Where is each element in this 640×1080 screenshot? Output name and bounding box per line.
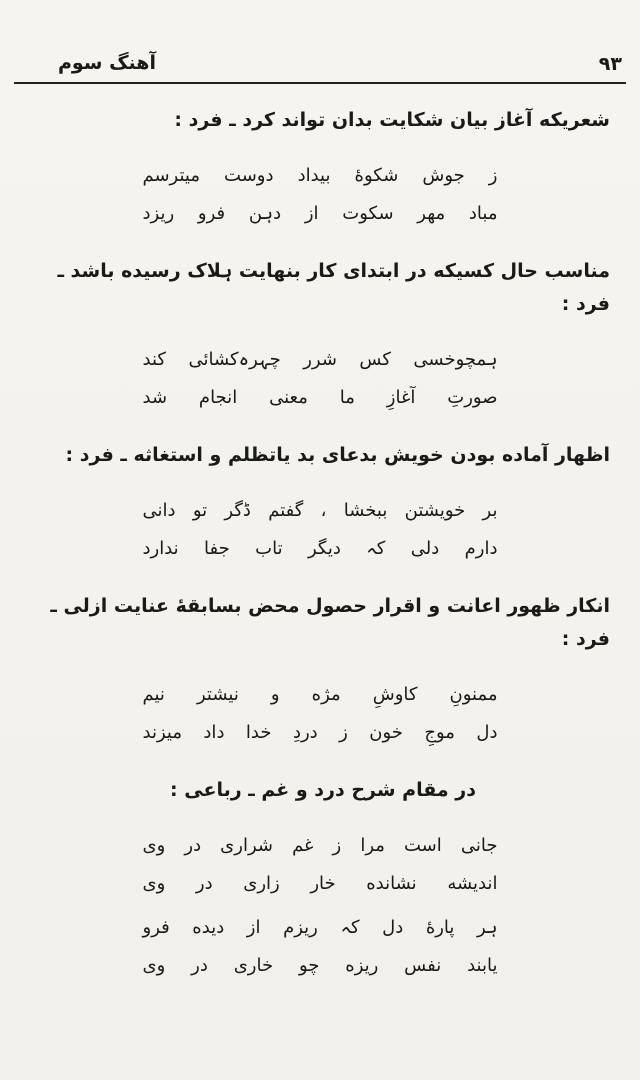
verse-block: [18, 492, 622, 568]
section-3: [18, 439, 622, 568]
verse-block: [18, 341, 622, 417]
page-header: [14, 38, 626, 86]
verse-line: ممنونِ کاوشِ مژه و نیشتر نیم: [142, 684, 498, 705]
verse-line: ز جوش شکوهٔ بیداد دوست میترسم: [142, 165, 498, 186]
verse-line: مباد مهر سکوت از دہن فرو ریزد: [142, 203, 498, 224]
section-2: [18, 255, 622, 417]
verse-block: [18, 157, 622, 233]
verse-block: [18, 676, 622, 752]
verse-line: یابند نفس ریزه چو خاری در وی: [142, 955, 498, 976]
header-rule: [14, 82, 626, 84]
section-heading: مناسب حال کسیکه در ابتدای کار بنهایت ہلاک رسیده باشد ـ فرد :: [57, 260, 610, 315]
verse-line: اندیشه نشانده خار زاری در وی: [142, 873, 498, 894]
verse-line: ہمچوخسی کس شرر چہرہ‌کشائی کند: [142, 349, 498, 370]
section-4: [18, 590, 622, 752]
verse-line: جانی است مرا ز غم شراری در وی: [142, 835, 498, 856]
verse-line: دل موجِ خون ز دردِ خدا داد میزند: [142, 722, 498, 743]
verse-line: دارم دلی کہ دیگر تاب جفا ندارد: [142, 538, 498, 559]
section-heading: در مقام شرح درد و غم ـ رباعی :: [170, 779, 476, 801]
running-title: آهنگ سوم: [57, 52, 156, 74]
section-heading: شعریکه آغاز بیان شکایت بدان تواند کرد ـ فرد :: [174, 109, 610, 131]
section-5: [18, 774, 622, 985]
section-1: [18, 104, 622, 233]
section-heading: اظهار آماده بودن خویش بدعای بد یاتظلم و استغاثه ـ فرد :: [65, 444, 610, 466]
verse-block: [18, 909, 622, 985]
verse-block: [18, 827, 622, 903]
verse-line: صورتِ آغازِ ما معنی انجام شد: [142, 387, 498, 408]
page-content: [18, 104, 622, 985]
verse-line: ہر پارهٔ دل کہ ریزم از دیده فرو: [142, 917, 498, 938]
verse-line: بر خویشتن ببخشا ، گفتم ڈگر تو دانی: [142, 500, 498, 521]
section-heading: انکار ظهور اعانت و اقرار حصول محض بسابقهٔ عنایت ازلی ـ فرد :: [50, 595, 610, 650]
page-number: ۹۳: [598, 53, 622, 75]
